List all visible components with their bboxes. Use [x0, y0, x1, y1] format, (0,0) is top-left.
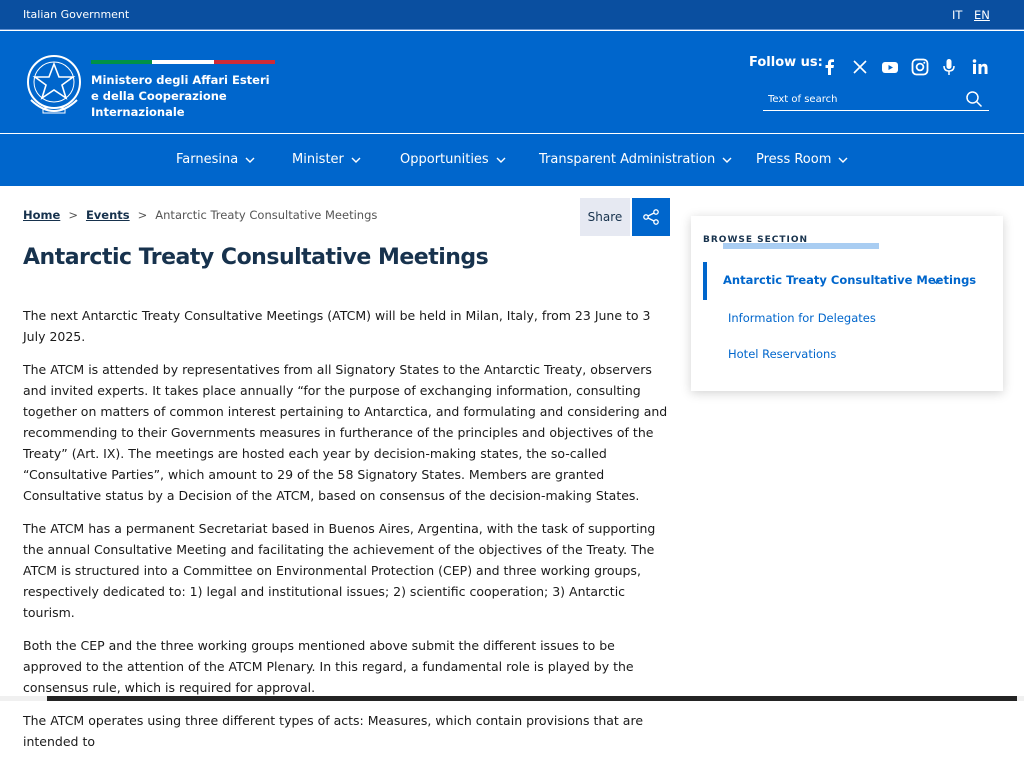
nav-item-label: Minister: [292, 152, 344, 167]
chevron-down-icon: [244, 154, 256, 166]
nav-item-label: Farnesina: [176, 152, 239, 167]
sidebar-item-information-for-delegates[interactable]: Information for Delegates: [728, 311, 876, 325]
chevron-down-icon: [837, 154, 849, 166]
paragraph: The ATCM is attended by representatives from all Signatory States to the Antarctic Treaty, observers and invited experts. It takes place annually “for the purpose of exchanging information, consulting together on matters of common interest pertaining to Antarctica, and formulating and considering and recommending to their Governments measures in furtherance of the principles and objectives of the Treaty” (Art. IX). The meetings are hosted each year by decision-making states, the so-called “Consultative Parties”, which amount to 29 of the 58 Signatory States. Members are granted Consultative status by a Decision of the ATCM, based on consensus of the decision-making States.: [23, 362, 668, 503]
nav-item-label: Transparent Administration: [539, 152, 716, 167]
sidebar-item-hotel-reservations[interactable]: Hotel Reservations: [728, 347, 837, 361]
breadcrumb-separator: >: [137, 208, 148, 222]
nav-item-press-room[interactable]: [756, 152, 849, 167]
nav-item-label: Opportunities: [400, 152, 489, 167]
italian-flag-stripe: [91, 60, 275, 64]
youtube-icon[interactable]: [880, 57, 900, 77]
language-en-link[interactable]: EN: [974, 8, 990, 22]
podcast-icon[interactable]: [939, 57, 959, 77]
paragraph: The ATCM operates using three different types of acts: Measures, which contain provisions that are intended to: [23, 713, 644, 749]
paragraph: The next Antarctic Treaty Consultative Meetings (ATCM) will be held in Milan, Italy, from 23 June to 3 July 2025.: [23, 308, 651, 344]
sidebar-item-active[interactable]: [703, 262, 993, 300]
nav-item-farnesina[interactable]: [176, 152, 256, 167]
x-icon[interactable]: [850, 57, 870, 77]
italian-government-link[interactable]: Italian Government: [23, 8, 130, 21]
search-box: [763, 87, 989, 111]
nav-item-transparent-administration[interactable]: [539, 152, 733, 167]
scrollbar-thumb[interactable]: [47, 696, 1017, 701]
breadcrumb-home-link[interactable]: Home: [23, 208, 61, 222]
paragraph: Both the CEP and the three working groups mentioned above submit the different issues to be approved to the attention of the ATCM Plenary. In this regard, a fundamental role is played by the consensus rule, which is required for approval.: [23, 638, 634, 695]
nav-item-opportunities[interactable]: [400, 152, 507, 167]
browse-section-panel: [691, 216, 1003, 391]
ministry-name-line2: e della Cooperazione Internazionale: [91, 89, 227, 119]
language-it-link[interactable]: IT: [952, 8, 963, 22]
chevron-down-icon: [931, 276, 942, 287]
republic-emblem-icon[interactable]: [23, 50, 85, 120]
search-icon[interactable]: [965, 90, 983, 108]
nav-item-label: Press Room: [756, 152, 832, 167]
top-bar: [0, 0, 1024, 30]
nav-item-minister[interactable]: [292, 152, 362, 167]
page-title: Antarctic Treaty Consultative Meetings: [23, 245, 489, 270]
paragraph: The ATCM has a permanent Secretariat based in Buenos Aires, Argentina, with the task of supporting the annual Consultative Meeting and facilitating the achievement of the objectives of the Treaty. The ATCM is structured into a Committee on Environmental Protection (CEP) and three working groups, respectively dedicated to: 1) legal and institutional issues; 2) scientific cooperation; 3) Antarctic tourism.: [23, 521, 656, 620]
ministry-name-line1: Ministero degli Affari Esteri: [91, 73, 270, 87]
share-icon: [642, 208, 660, 226]
site-header: [0, 31, 1024, 133]
chevron-down-icon: [495, 154, 507, 166]
chevron-down-icon: [721, 154, 733, 166]
instagram-icon[interactable]: [910, 57, 930, 77]
breadcrumb-separator: >: [68, 208, 78, 222]
sidebar-item-label: Antarctic Treaty Consultative Meetings: [723, 273, 977, 287]
breadcrumb-current: Antarctic Treaty Consultative Meetings: [155, 208, 378, 222]
ministry-name[interactable]: [91, 72, 291, 120]
follow-us-label: Follow us:: [749, 55, 823, 70]
share-button[interactable]: Share: [580, 198, 630, 236]
linkedin-icon[interactable]: [970, 57, 990, 77]
horizontal-scrollbar[interactable]: [0, 696, 1024, 701]
browse-section-label: BROWSE SECTION: [703, 235, 809, 245]
main-navigation: [0, 134, 1024, 186]
breadcrumb: [23, 208, 377, 222]
search-input[interactable]: [768, 91, 958, 107]
facebook-icon[interactable]: [820, 57, 840, 77]
share-icon-button[interactable]: [632, 198, 670, 236]
breadcrumb-events-link[interactable]: Events: [85, 208, 130, 222]
chevron-down-icon: [350, 154, 362, 166]
